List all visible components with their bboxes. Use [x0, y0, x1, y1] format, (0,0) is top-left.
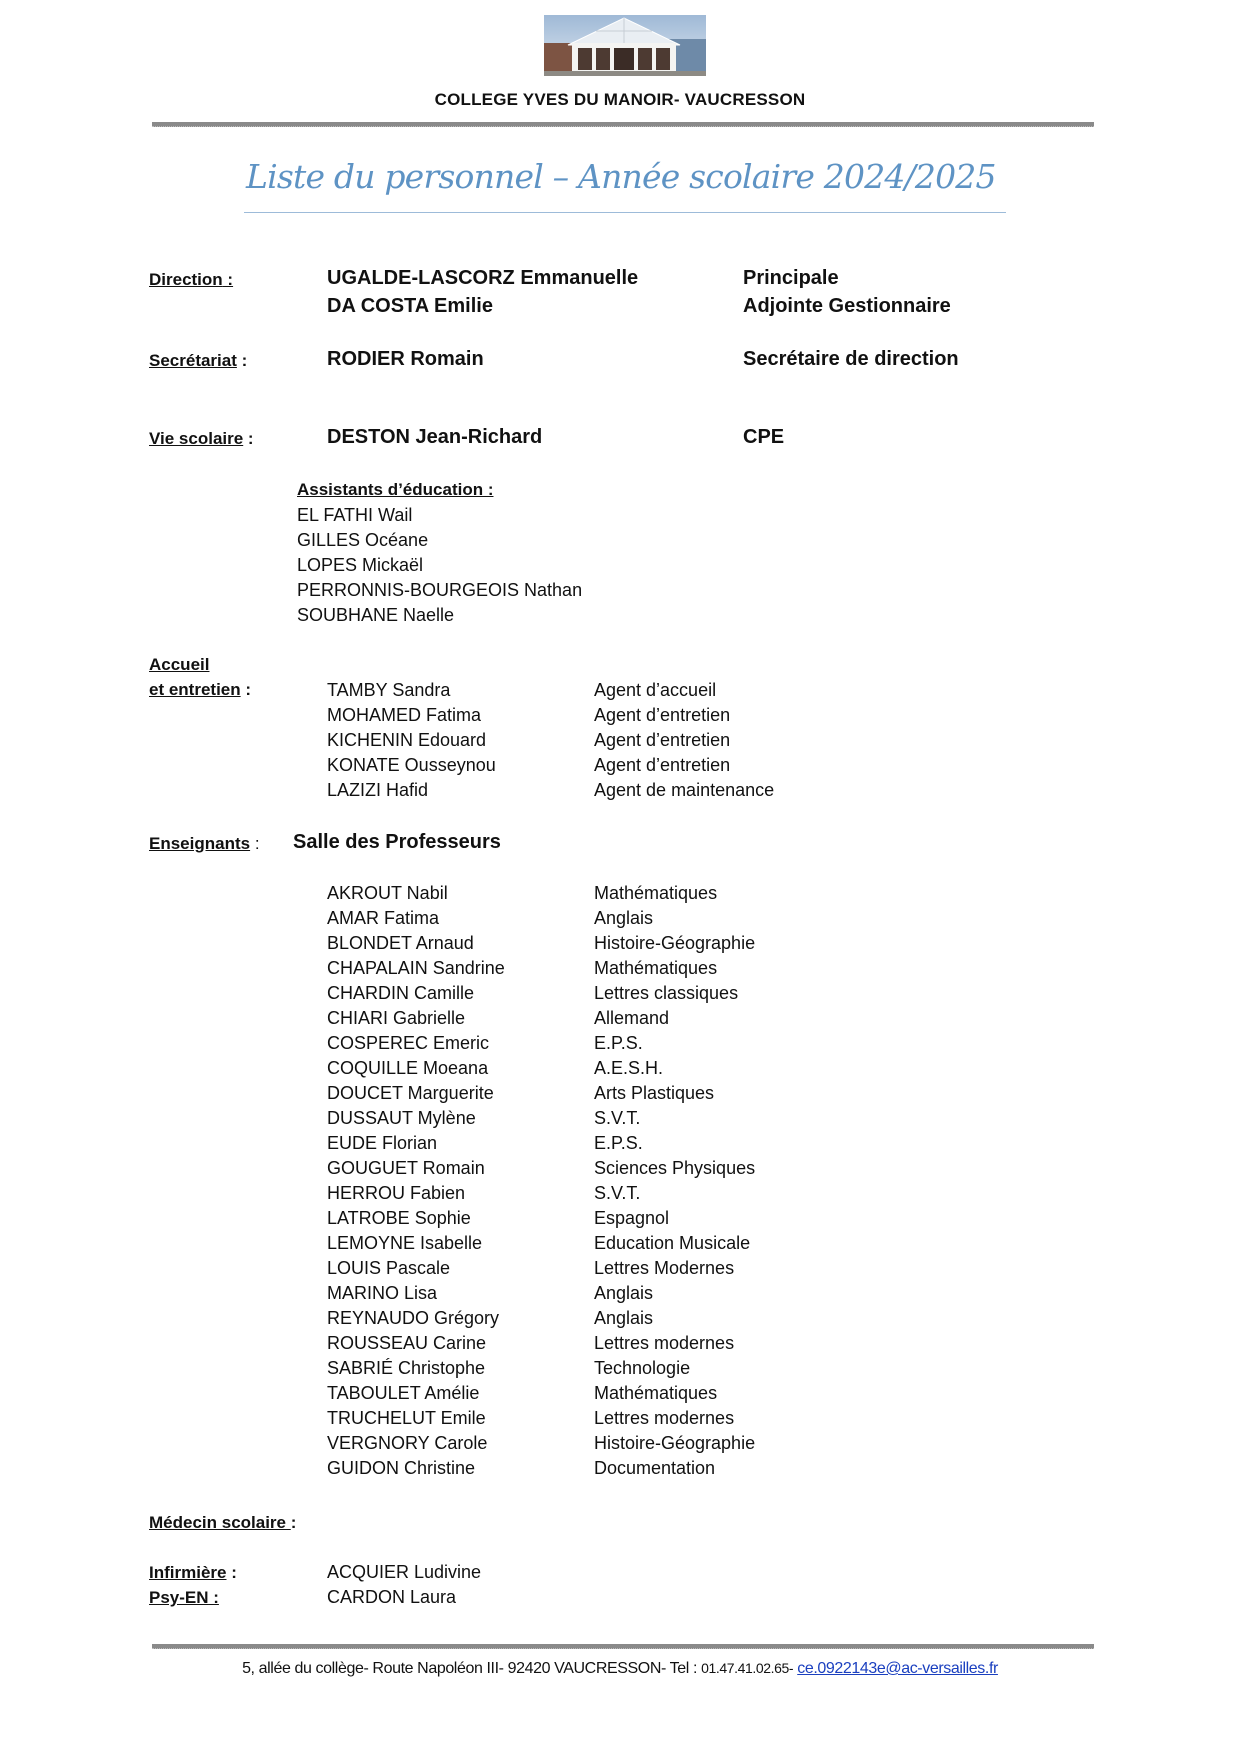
assistant-item: SOUBHANE Naelle	[297, 605, 455, 625]
college-name: COLLEGE YVES DU MANOIR- VAUCRESSON	[434, 90, 806, 109]
teacher-subject: Mathématiques	[594, 883, 718, 903]
teacher-subject: Technologie	[594, 1358, 691, 1378]
teacher-subject: Anglais	[594, 1283, 654, 1303]
direction-name-1: UGALDE-LASCORZ Emmanuelle	[327, 267, 639, 289]
secretariat-name: RODIER Romain	[327, 348, 484, 370]
infirmiere-label: Infirmière :	[149, 1563, 237, 1582]
teacher-subject: E.P.S.	[594, 1033, 643, 1053]
teacher-name: TRUCHELUT Emile	[327, 1408, 486, 1428]
direction-role-1: Principale	[743, 267, 839, 289]
accueil-role: Agent d’entretien	[594, 705, 731, 725]
teacher-name: BLONDET Arnaud	[327, 933, 474, 953]
teacher-name: GUIDON Christine	[327, 1458, 476, 1478]
direction-label: Direction :	[149, 270, 234, 289]
teacher-name: MARINO Lisa	[327, 1283, 438, 1303]
salle-des-professeurs: Salle des Professeurs	[293, 831, 501, 853]
teacher-subject: E.P.S.	[594, 1133, 643, 1153]
teacher-name: VERGNORY Carole	[327, 1433, 488, 1453]
teacher-name: AKROUT Nabil	[327, 883, 448, 903]
teacher-subject: Documentation	[594, 1458, 716, 1478]
teacher-name: EUDE Florian	[327, 1133, 438, 1153]
teacher-subject: A.E.S.H.	[594, 1058, 664, 1078]
teacher-subject: Allemand	[594, 1008, 670, 1028]
accueil-name: KICHENIN Edouard	[327, 730, 487, 750]
direction-role-2: Adjointe Gestionnaire	[743, 295, 951, 317]
teacher-name: LEMOYNE Isabelle	[327, 1233, 483, 1253]
teacher-subject: Arts Plastiques	[594, 1083, 715, 1103]
teacher-name: HERROU Fabien	[327, 1183, 466, 1203]
teacher-subject: Lettres classiques	[594, 983, 739, 1003]
assistant-item: GILLES Océane	[297, 530, 429, 550]
assistant-item: LOPES Mickaël	[297, 555, 424, 575]
teacher-subject: Anglais	[594, 1308, 654, 1328]
teacher-name: CHAPALAIN Sandrine	[327, 958, 505, 978]
teacher-subject: Mathématiques	[594, 958, 718, 978]
teacher-name: COSPEREC Emeric	[327, 1033, 490, 1053]
document-title: Liste du personnel – Année scolaire 2024/2025	[246, 157, 996, 196]
teacher-subject: Anglais	[594, 908, 654, 928]
medecin-label: Médecin scolaire :	[149, 1513, 297, 1532]
accueil-name: MOHAMED Fatima	[327, 705, 482, 725]
footer-divider	[152, 1644, 1094, 1649]
teacher-subject: Histoire-Géographie	[594, 933, 756, 953]
teacher-name: REYNAUDO Grégory	[327, 1308, 500, 1328]
teacher-subject: Mathématiques	[594, 1383, 718, 1403]
psy-label: Psy-EN :	[149, 1588, 219, 1607]
secretariat-label: Secrétariat :	[149, 351, 248, 370]
footer-phone: 01.47.41.02.65-	[701, 1660, 794, 1676]
footer-address-text: 5, allée du collège- Route Napoléon III- 92420 VAUCRESSON- Tel :	[242, 1660, 702, 1677]
teacher-name: GOUGUET Romain	[327, 1158, 485, 1178]
teacher-name: AMAR Fatima	[327, 908, 440, 928]
teacher-name: CHIARI Gabrielle	[327, 1008, 466, 1028]
assistant-item: EL FATHI Wail	[297, 505, 413, 525]
footer-address	[0, 1660, 1240, 1678]
accueil-role: Agent de maintenance	[594, 780, 775, 800]
accueil-role: Agent d’entretien	[594, 730, 731, 750]
title-underline	[244, 212, 1006, 213]
school-building-photo	[544, 15, 706, 76]
header-divider	[152, 122, 1094, 127]
assistants-label: Assistants d’éducation :	[297, 480, 494, 499]
accueil-name: KONATE Ousseynou	[327, 755, 496, 775]
teacher-subject: Espagnol	[594, 1208, 670, 1228]
teacher-name: ROUSSEAU Carine	[327, 1333, 487, 1353]
teacher-name: COQUILLE Moeana	[327, 1058, 489, 1078]
teacher-subject: Lettres modernes	[594, 1408, 735, 1428]
teacher-subject: Lettres modernes	[594, 1333, 735, 1353]
teacher-name: TABOULET Amélie	[327, 1383, 480, 1403]
accueil-name: TAMBY Sandra	[327, 680, 451, 700]
infirmiere-name: ACQUIER Ludivine	[327, 1562, 482, 1582]
direction-name-2: DA COSTA Emilie	[327, 295, 493, 317]
vie-scolaire-label: Vie scolaire :	[149, 429, 254, 448]
footer-email-link[interactable]: ce.0922143e@ac-versailles.fr	[797, 1660, 998, 1677]
accueil-label-line1: Accueil	[149, 655, 210, 674]
teacher-name: LOUIS Pascale	[327, 1258, 451, 1278]
accueil-name: LAZIZI Hafid	[327, 780, 429, 800]
cpe-role: CPE	[743, 426, 785, 448]
enseignants-label: Enseignants :	[149, 834, 260, 853]
teacher-name: SABRIÉ Christophe	[327, 1358, 486, 1378]
teacher-name: DUSSAUT Mylène	[327, 1108, 476, 1128]
teacher-subject: Sciences Physiques	[594, 1158, 756, 1178]
teacher-name: CHARDIN Camille	[327, 983, 475, 1003]
psy-name: CARDON Laura	[327, 1587, 457, 1607]
accueil-role: Agent d’accueil	[594, 680, 717, 700]
assistant-item: PERRONNIS-BOURGEOIS Nathan	[297, 580, 583, 600]
teacher-subject: Education Musicale	[594, 1233, 751, 1253]
teacher-subject: S.V.T.	[594, 1108, 641, 1128]
teacher-subject: Lettres Modernes	[594, 1258, 735, 1278]
teacher-subject: S.V.T.	[594, 1183, 641, 1203]
teacher-name: DOUCET Marguerite	[327, 1083, 494, 1103]
teacher-name: LATROBE Sophie	[327, 1208, 471, 1228]
accueil-role: Agent d’entretien	[594, 755, 731, 775]
secretariat-role: Secrétaire de direction	[743, 348, 959, 370]
teacher-subject: Histoire-Géographie	[594, 1433, 756, 1453]
cpe-name: DESTON Jean-Richard	[327, 426, 543, 448]
accueil-label-line2: et entretien :	[149, 680, 252, 699]
